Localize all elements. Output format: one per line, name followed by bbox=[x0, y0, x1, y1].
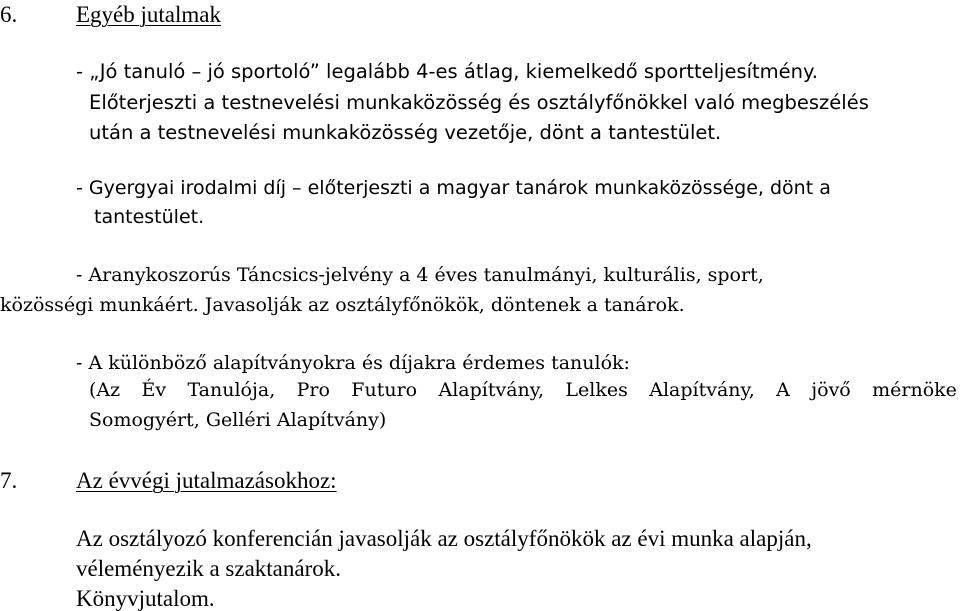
p4-word: (Az bbox=[89, 379, 121, 401]
p3-line2: közösségi munkáért. Javasolják az osztályfőnökök, döntenek a tanárok. bbox=[0, 294, 685, 316]
p4-word: A bbox=[776, 379, 790, 401]
p4-line1: - A különböző alapítványokra és díjakra érdemes tanulók: bbox=[76, 352, 630, 374]
s7-line2: véleményezik a szaktanárok. bbox=[76, 556, 342, 581]
p4-word: jövő bbox=[811, 379, 851, 401]
p4-word: Pro bbox=[296, 379, 330, 401]
p2-line1: - Gyergyai irodalmi díj – előterjeszti a magyar tanárok munkaközössége, dönt a bbox=[76, 177, 831, 199]
section-7-number: 7. bbox=[0, 468, 18, 493]
section-6-title: Egyéb jutalmak bbox=[76, 2, 221, 27]
p4-word: Alapítvány, bbox=[438, 379, 545, 401]
p4-word: Alapítvány, bbox=[649, 379, 755, 401]
p1-line3: után a testnevelési munkaközösség vezetője, dönt a tantestület. bbox=[89, 121, 722, 144]
p3-line1: - Aranykoszorús Táncsics-jelvény a 4 éves tanulmányi, kulturális, sport, bbox=[76, 264, 764, 286]
s7-line1: Az osztályozó konferencián javasolják az osztályfőnökök az évi munka alapján, bbox=[76, 526, 812, 551]
p4-word: Év bbox=[141, 379, 167, 401]
p4-word: Futuro bbox=[351, 379, 418, 401]
p4-line2 bbox=[89, 381, 957, 400]
p1-line2: Előterjeszti a testnevelési munkaközösség és osztályfőnökkel való megbeszélés bbox=[89, 91, 869, 114]
section-6-number: 6. bbox=[0, 2, 18, 27]
s7-line3: Könyvjutalom. bbox=[76, 586, 215, 611]
p2-line2: tantestület. bbox=[94, 206, 205, 228]
p4-line3: Somogyért, Gelléri Alapítvány) bbox=[89, 409, 387, 431]
p4-word: Lelkes bbox=[565, 379, 628, 401]
p4-word: Tanulója, bbox=[187, 379, 276, 401]
section-7-title: Az évvégi jutalmazásokhoz: bbox=[76, 468, 337, 493]
p4-word: mérnöke bbox=[872, 379, 957, 401]
p1-line1: - „Jó tanuló – jó sportoló” legalább 4-es átlag, kiemelkedő sportteljesítmény. bbox=[76, 60, 818, 83]
